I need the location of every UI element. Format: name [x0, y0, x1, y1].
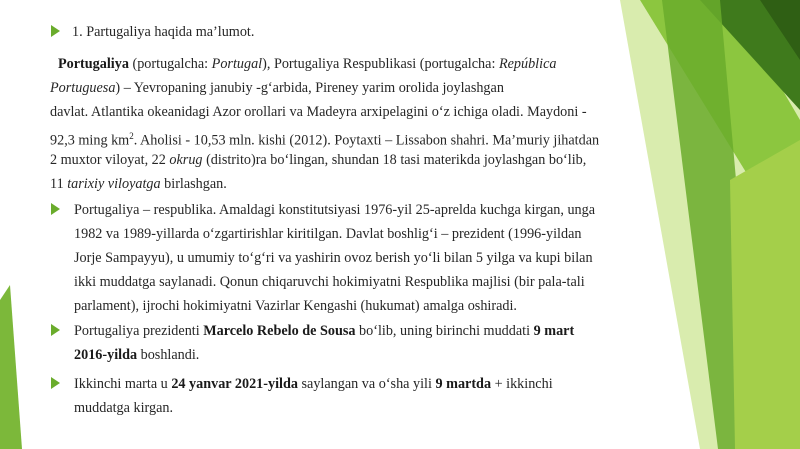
- bullet2-line: Jorje Sampayyu), u umumiy to‘g‘ri va yashirin ovoz berish yo‘li bilan 5 yilga va kupi bilan: [74, 250, 593, 266]
- intro-line-1: [58, 55, 556, 73]
- date-bold: 24 yanvar 2021-yilda: [171, 376, 298, 392]
- intro-italic: tarixiy viloyatga: [67, 176, 161, 192]
- intro-text: 2 muxtor viloyat, 22: [50, 152, 170, 168]
- intro-line-2: [50, 79, 504, 97]
- bullet3-text: Portugaliya prezidenti: [74, 323, 204, 339]
- intro-italic: República: [498, 56, 557, 72]
- intro-line-3: davlat. Atlantika okeanidagi Azor orollari va Madeyra arxipelagini o‘z ichiga oladi. Maydoni -: [50, 104, 587, 120]
- date-bold: 2016-yilda: [74, 347, 138, 363]
- bullet-arrow-icon: [51, 203, 60, 215]
- bullet-arrow-icon: [51, 324, 60, 336]
- intro-text: (distrito)ra bo‘lingan, shundan 18 tasi materikda joylashgan bo‘lib,: [202, 152, 587, 168]
- bullet4-line-2: muddatga kirgan.: [74, 400, 174, 416]
- bullet3-text: boshlandi.: [137, 347, 200, 363]
- bullet-arrow-icon: [51, 25, 60, 37]
- intro-italic: Portugal: [211, 56, 263, 72]
- bullet3-line-2: [74, 346, 199, 364]
- intro-italic: Portuguesa: [50, 80, 116, 96]
- intro-text: birlashgan.: [160, 176, 227, 192]
- date-bold: 9 martda: [435, 376, 492, 392]
- superscript: 2: [129, 131, 134, 141]
- bullet4-line-1: [74, 375, 553, 393]
- date-bold: 9 mart: [533, 323, 575, 339]
- intro-text: 11: [50, 176, 68, 192]
- intro-text: (portugalcha:: [128, 56, 212, 72]
- intro-line-4: [50, 127, 599, 150]
- intro-text: 92,3 ming km: [50, 132, 130, 149]
- intro-text: . Aholisi - 10,53 mln. kishi (2012). Poytaxti – Lissabon shahri. Ma’muriy jihatdan: [133, 132, 600, 149]
- intro-text: ), Portugaliya Respublikasi (portugalcha:: [262, 56, 499, 72]
- bullet-arrow-icon: [51, 377, 60, 389]
- bullet2-line: ikki muddatga saylanadi. Qonun chiqaruvchi hokimiyatni Respublika majlisi (bir pala-tali: [74, 274, 585, 290]
- bullet2-line: parlament), ijrochi hokimiyatni Vazirlar Kengashi (hukumat) amalga oshiradi.: [74, 298, 517, 314]
- bullet4-text: + ikkinchi: [491, 376, 553, 392]
- bullet2-line: 1982 va 1989-yillarda o‘zgartirishlar kiritilgan. Davlat boshlig‘i – prezident (1996-yildan: [74, 226, 582, 242]
- president-name: Marcelo Rebelo de Sousa: [203, 323, 356, 339]
- bullet4-text: Ikkinchi marta u: [74, 376, 172, 392]
- intro-text: ) – Yevropaning janubiy -g‘arbida, Pireney yarim orolida joylashgan: [115, 80, 504, 96]
- country-name: Portugaliya: [58, 56, 129, 72]
- intro-line-5: [50, 151, 586, 169]
- intro-italic: okrug: [169, 152, 203, 168]
- intro-line-6: [50, 175, 227, 193]
- bullet2-line: Portugaliya – respublika. Amaldagi konstitutsiyasi 1976-yil 25-aprelda kuchga kirgan, unga: [74, 202, 596, 218]
- bullet4-text: saylangan va o‘sha yili: [297, 376, 436, 392]
- slide-heading: 1. Partugaliya haqida ma’lumot.: [72, 24, 255, 40]
- bullet3-line-1: [74, 322, 574, 340]
- bullet3-text: bo‘lib, uning birinchi muddati: [355, 323, 534, 339]
